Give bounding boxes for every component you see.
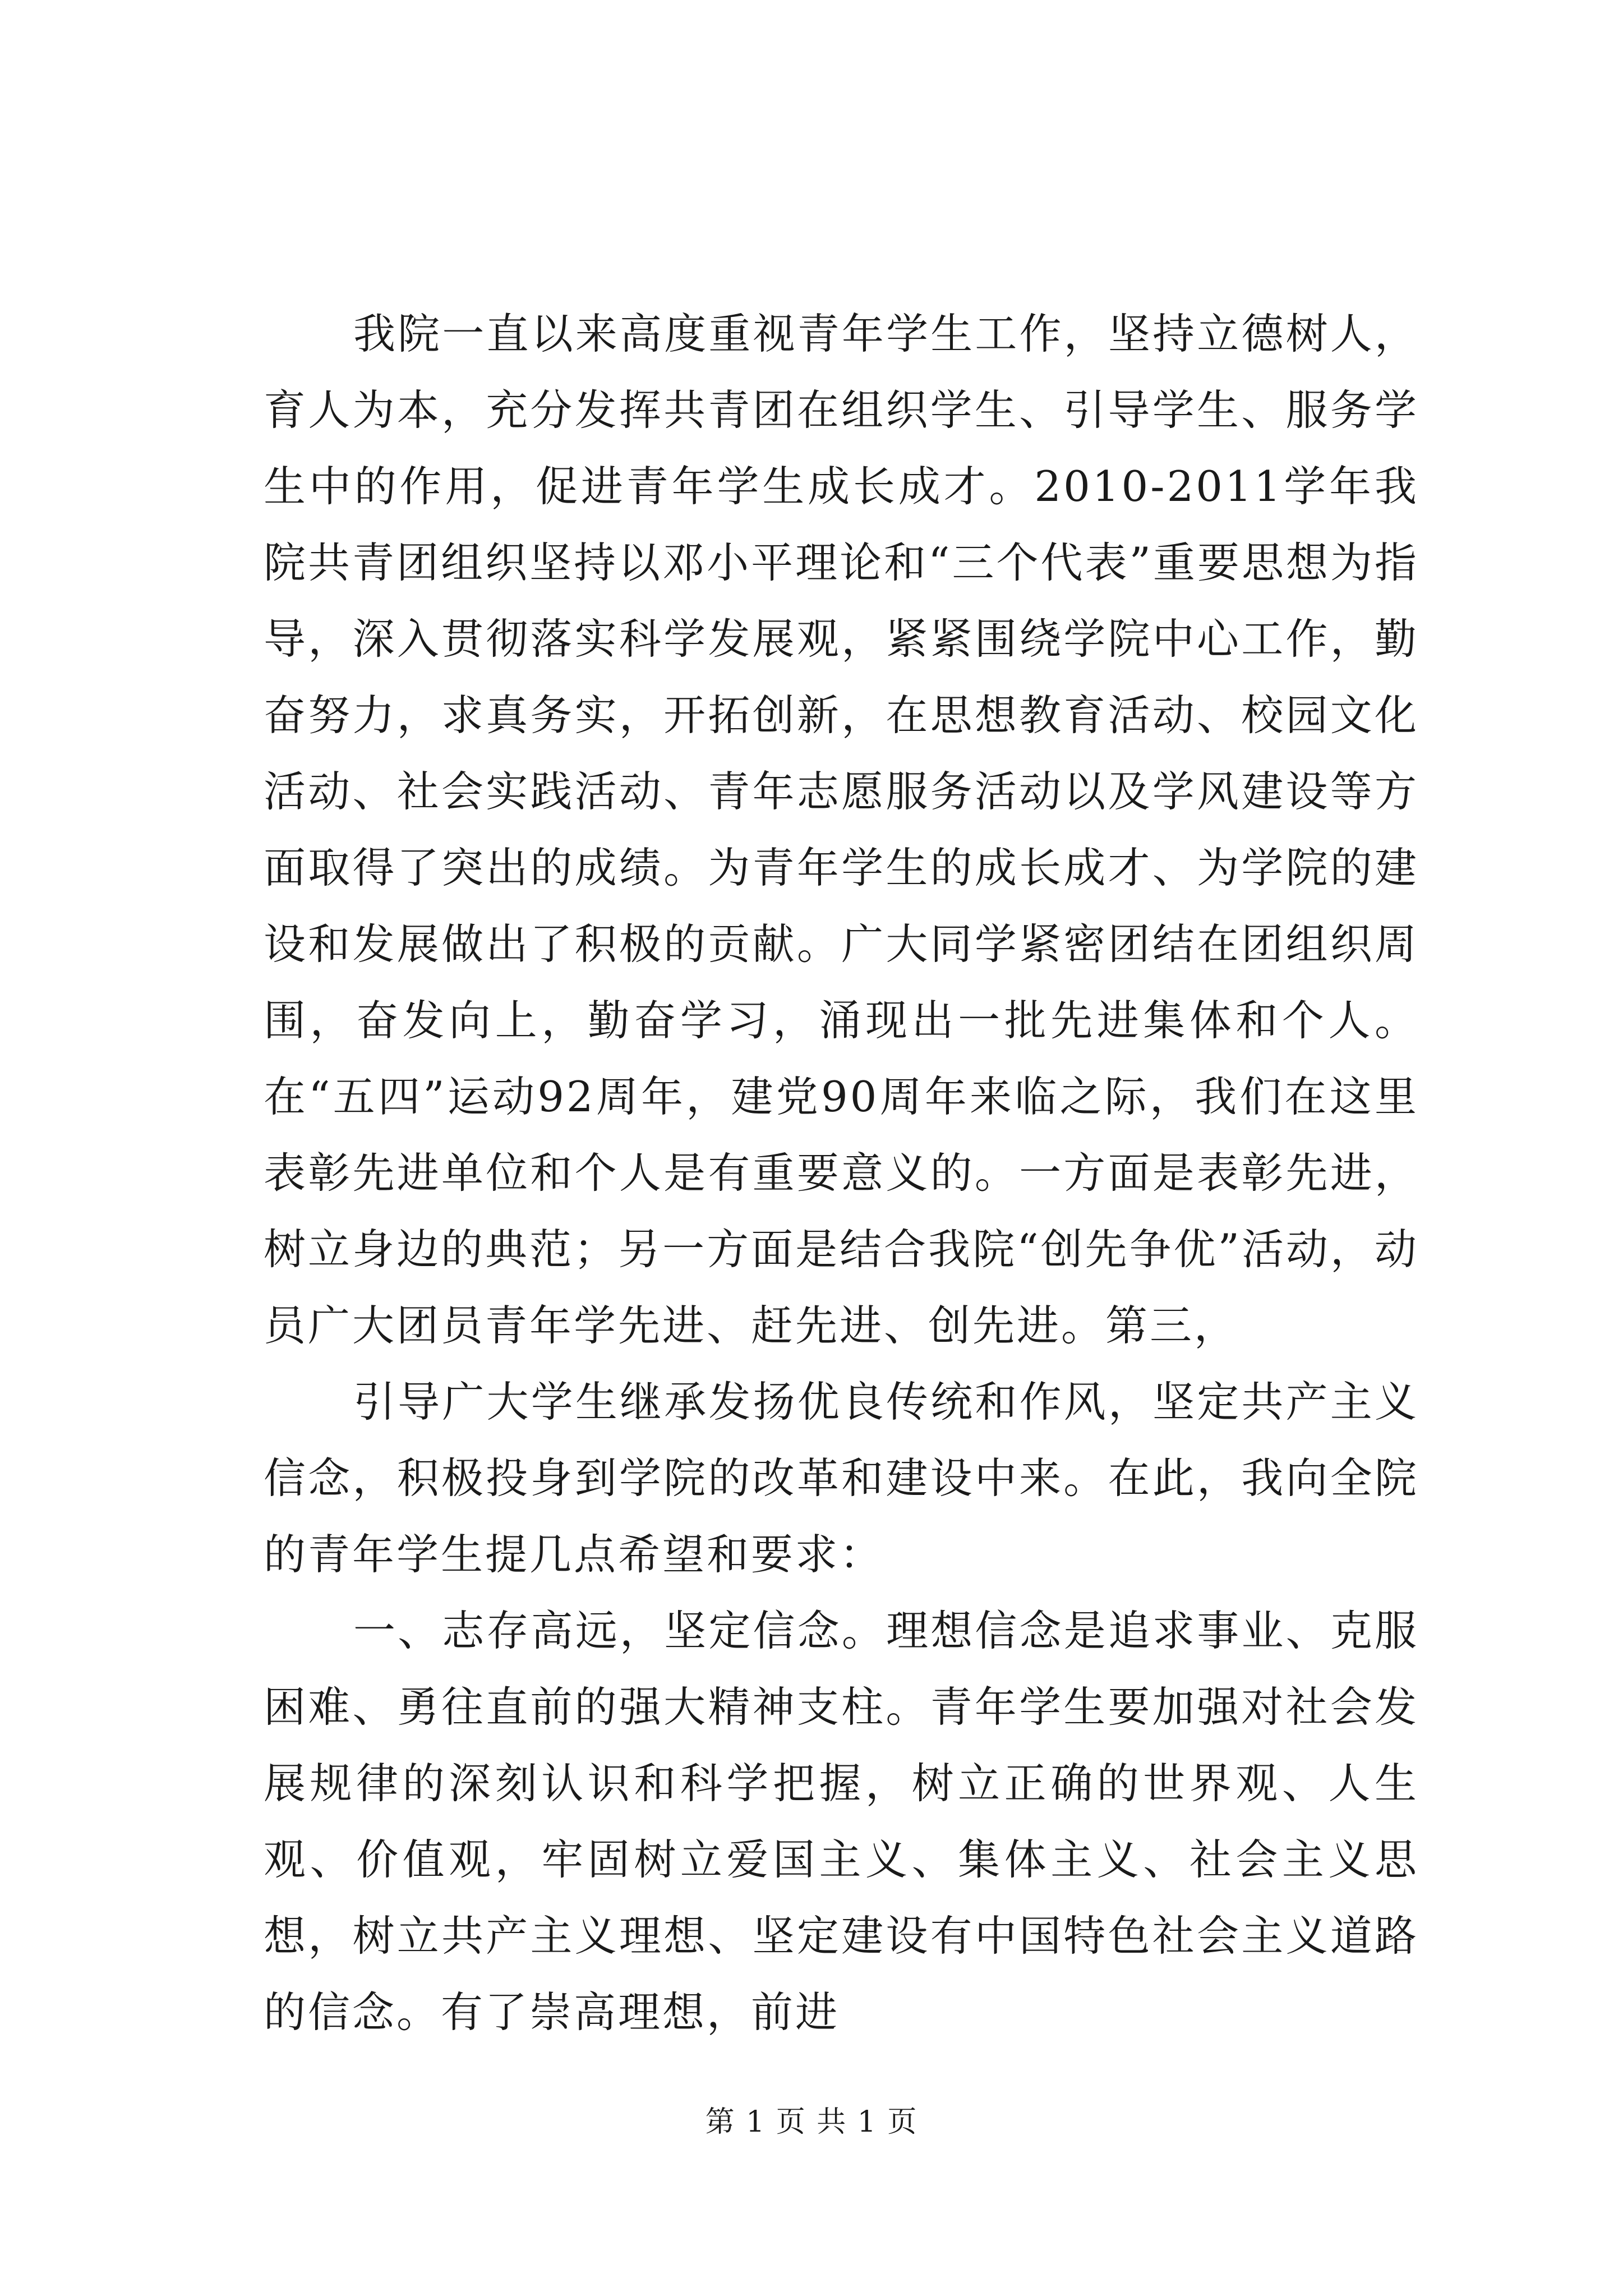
document-body [264, 296, 1419, 2050]
paragraph-point-one: 一、志存高远，坚定信念。理想信念是追求事业、克服困难、勇往直前的强大精神支柱。青年学生要加强对社会发展规律的深刻认识和科学把握，树立正确的世界观、人生观、价值观，牢固树立爱国主义、集体主义、社会主义思想，树立共产主义理想、坚定建设有中国特色社会主义道路的信念。有了崇高理想，前进 [264, 1606, 1419, 2037]
paragraph-guidance: 引导广大学生继承发扬优良传统和作风，坚定共产主义信念，积极投身到学院的改革和建设中来。在此，我向全院的青年学生提几点希望和要求： [264, 1377, 1419, 1579]
page-footer: 第 1 页 共 1 页 [705, 2105, 918, 2139]
paragraph-intro: 我院一直以来高度重视青年学生工作，坚持立德树人，育人为本，充分发挥共青团在组织学生、引导学生、服务学生中的作用，促进青年学生成长成才。2010-2011学年我院共青团组织坚持以邓小平理论和“三个代表”重要思想为指导，深入贯彻落实科学发展观，紧紧围绕学院中心工作，勤奋努力，求真务实，开拓创新，在思想教育活动、校园文化活动、社会实践活动、青年志愿服务活动以及学风建设等方面取得了突出的成绩。为青年学生的成长成才、为学院的建设和发展做出了积极的贡献。广大同学紧密团结在团组织周围，奋发向上，勤奋学习，涌现出一批先进集体和个人。在“五四”运动92周年，建党90周年来临之际，我们在这里表彰先进单位和个人是有重要意义的。一方面是表彰先进，树立身边的典范；另一方面是结合我院“创先争优”活动，动员广大团员青年学先进、赶先进、创先进。第三， [264, 309, 1419, 1350]
